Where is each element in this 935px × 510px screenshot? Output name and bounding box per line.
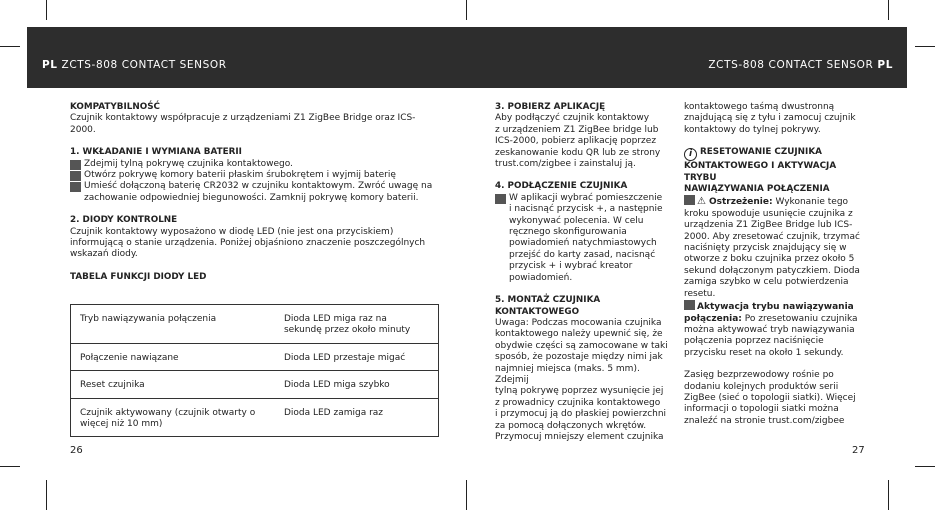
led-function-table <box>70 304 439 437</box>
crop-mark <box>915 46 935 47</box>
header-title-right <box>708 59 893 71</box>
table-row <box>71 343 439 370</box>
range-text: znaleźć na stronie trust.com/zigbee <box>684 415 845 426</box>
reset-heading: i RESETOWANIE CZUJNIKA <box>684 147 869 161</box>
app-text: zeskanowanie kodu QR lub ze strony <box>495 147 661 158</box>
diodes-text: wskazań diody. <box>70 249 138 260</box>
header-title-left <box>42 59 227 71</box>
header-lang-right: PL <box>877 59 893 71</box>
mount-text: kontaktowego należy upewnić się, że <box>495 329 663 340</box>
pairing-text: Aktywacja trybu nawiązywania <box>684 300 869 313</box>
mount-text: najmniej miejsca (maks. 5 mm). Zdejmij <box>495 363 640 385</box>
table-cell-mode: Połączenie nawiązane <box>71 343 276 370</box>
warning-text: otworze z boku czujnika przez około 5 <box>684 254 855 265</box>
mount-text: sposób, że pozostaje między nimi jak <box>495 352 663 363</box>
square-bullet-icon <box>684 195 695 205</box>
crop-mark <box>0 466 20 467</box>
header-product-left: ZCTS-808 CONTACT SENSOR <box>61 59 227 71</box>
mount-text: za pomocą dołączonych wkrętów. <box>495 420 647 431</box>
mount-text: z prowadnicy czujnika kontaktowego <box>495 397 661 408</box>
info-icon: i <box>684 148 697 161</box>
table-row <box>71 371 439 398</box>
mount-text: kontaktowy do tylnej pokrywy. <box>684 124 821 135</box>
compat-text: 2000. <box>70 124 96 135</box>
compat-heading: KOMPATYBILNOŚĆ <box>70 102 161 112</box>
square-bullet-icon <box>70 171 81 181</box>
pairing-text: można aktywować tryb nawiązywania <box>684 324 855 335</box>
mount-text: tylną pokrywę poprzez wysunięcie jej <box>495 386 664 397</box>
warning-text: urządzenia Z1 ZigBee Bridge lub ICS- <box>684 220 853 231</box>
table-cell-led: Dioda LED miga szybko <box>276 371 439 398</box>
diodes-text: informującą o stanie urządzenia. Poniżej objaśniono znaczenie poszczególnych <box>70 238 426 249</box>
table-cell-led: Dioda LED zamiga raz <box>276 398 439 437</box>
table-cell-led: Dioda LED miga raz na sekundę przez około minuty <box>283 314 411 336</box>
crop-mark <box>888 0 889 20</box>
warning-text: kroku spowoduje usunięcie czujnika z <box>684 208 853 219</box>
left-page-content <box>70 102 450 283</box>
range-text: dodaniu kolejnych produktów serii <box>684 381 839 392</box>
mount-text: obydwie części są zamocowane w taki <box>495 340 668 351</box>
mount-text: Przymocuj mniejszy element czujnika <box>495 431 664 442</box>
crop-mark <box>466 0 467 20</box>
header-band <box>27 27 907 88</box>
diodes-text: Czujnik kontaktowy wyposażono w diodę LED (nie jest ona przyciskiem) <box>70 226 394 237</box>
connect-heading: 4. PODŁĄCZENIE CZUJNIKA <box>495 181 628 192</box>
diodes-heading: 2. DIODY KONTROLNE <box>70 215 178 226</box>
battery-step: Otwórz pokrywę komory baterii płaskim śrubokrętem i wyjmij baterię <box>70 170 450 181</box>
app-text: Aby podłączyć czujnik kontaktowy <box>495 113 650 124</box>
table-heading: TABELA FUNKCJI DIODY LED <box>70 271 207 282</box>
square-bullet-icon <box>70 182 81 192</box>
page-number-left: 26 <box>70 445 83 456</box>
battery-step: Umieść dołączoną baterię CR2032 w czujniku kontaktowym. Zwróć uwagę na zachowanie odpowiedniej biegunowości. Zamknij pokrywę komory baterii. <box>70 181 450 204</box>
crop-mark <box>0 46 20 47</box>
right-page-column-1 <box>495 102 675 443</box>
app-text: z urządzeniem Z1 ZigBee bridge lub <box>495 124 659 135</box>
warning-text: 2000. Aby zresetować czujnik, trzymać <box>684 231 860 242</box>
range-text: Zasięg bezprzewodowy rośnie po <box>684 370 834 381</box>
mount-text: Uwaga: Podczas mocowania czujnika <box>495 317 662 328</box>
reset-heading: KONTAKTOWEGO I AKTYWACJA TRYBU <box>684 161 837 183</box>
crop-mark <box>888 480 889 510</box>
app-heading: 3. POBIERZ APLIKACJĘ <box>495 102 606 112</box>
right-page-column-2 <box>684 102 869 427</box>
warning-text: zamiga szybko w celu potwierdzenia <box>684 277 849 288</box>
table-cell-led: Dioda LED przestaje migać <box>276 343 439 370</box>
table-cell-mode: Reset czujnika <box>71 371 276 398</box>
mount-heading: 5. MONTAŻ CZUJNIKA KONTAKTOWEGO <box>495 295 601 317</box>
mount-text: znajdującą się z tyłu i zamocuj czujnik <box>684 113 856 124</box>
square-bullet-icon <box>684 300 695 310</box>
table-cell-mode: Czujnik aktywowany (czujnik otwarty o więcej niż 10 mm) <box>71 398 276 437</box>
pairing-text: połączenia poprzez naciśnięcie <box>684 336 824 347</box>
table-row <box>71 398 439 437</box>
warning-text: naciśnięty przycisk znajdujący się w <box>684 243 847 254</box>
compat-text: Czujnik kontaktowy współpracuje z urządzeniami Z1 ZigBee Bridge oraz ICS- <box>70 113 416 124</box>
warning-triangle-icon: ⚠ <box>697 196 706 208</box>
warning-text: resetu. <box>684 288 716 299</box>
pairing-text: przycisku reset na około 1 sekundy. <box>684 347 844 358</box>
app-text: ICS-2000, pobierz aplikację poprzez <box>495 136 657 147</box>
battery-heading: 1. WKŁADANIE I WYMIANA BATERII <box>70 147 242 158</box>
warning-text: ⚠ Ostrzeżenie: Wykonanie tego <box>684 195 869 208</box>
page-number-right: 27 <box>852 445 865 456</box>
header-product-right: ZCTS-808 CONTACT SENSOR <box>708 59 874 71</box>
warning-text: sekund dołączonym patyczkiem. Dioda <box>684 265 860 276</box>
crop-mark <box>46 480 47 510</box>
mount-text: i przymocuj ją do płaskiej powierzchni <box>495 409 667 420</box>
pairing-text: połączenia: Po zresetowaniu czujnika <box>684 313 858 324</box>
mount-text: kontaktowego taśmą dwustronną <box>684 102 835 112</box>
table-row <box>71 305 439 344</box>
range-text: ZigBee (sieć o topologii siatki). Więcej <box>684 392 856 403</box>
battery-step: Zdejmij tylną pokrywę czujnika kontaktowego. <box>70 159 450 170</box>
header-lang-left: PL <box>42 59 58 71</box>
table-cell-mode: Tryb nawiązywania połączenia <box>80 314 217 324</box>
range-text: informacji o topologii siatki można <box>684 404 839 415</box>
square-bullet-icon <box>495 194 506 204</box>
square-bullet-icon <box>70 160 81 170</box>
reset-heading: NAWIĄZYWANIA POŁĄCZENIA <box>684 184 830 195</box>
crop-mark <box>915 466 935 467</box>
crop-mark <box>466 480 467 510</box>
app-text: trust.com/zigbee i zainstaluj ją. <box>495 159 636 170</box>
crop-mark <box>46 0 47 20</box>
connect-step: W aplikacji wybrać pomieszczenie i nacisnąć przycisk +, a następnie wykonywać polecenia. W celu ręcznego skonfigurowania powiadomień natychmiastowych przejść do karty zasad, nacisnąć przycisk + i wybrać kreator powiadomień. <box>495 193 675 284</box>
